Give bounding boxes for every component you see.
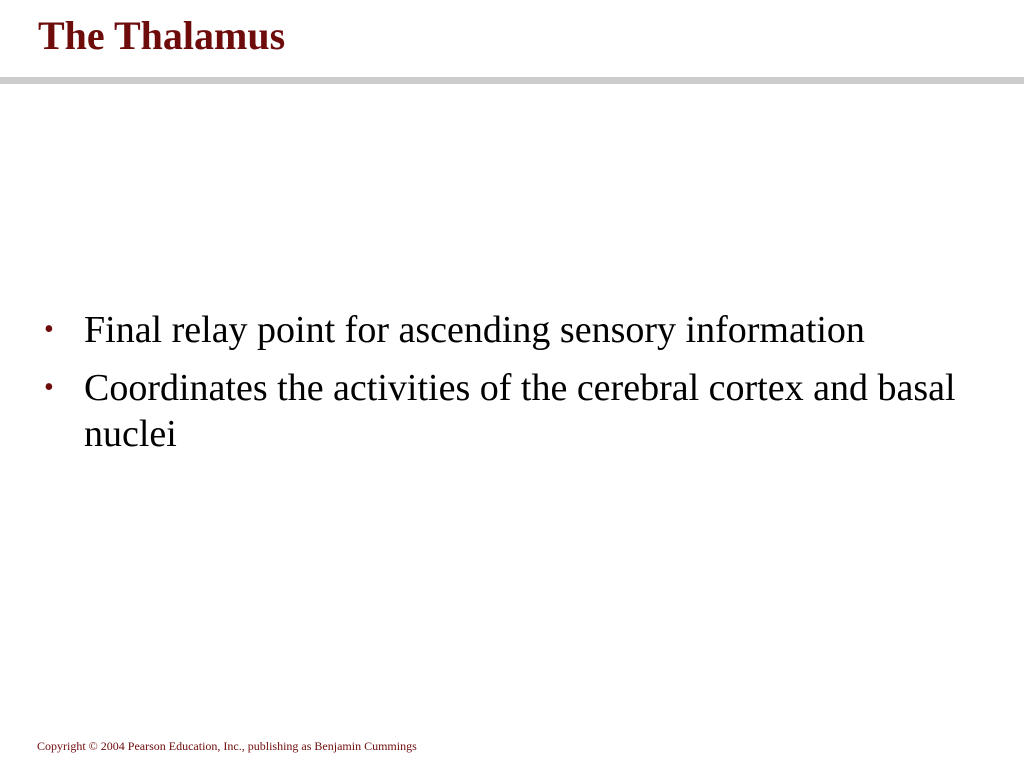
- bullet-list: [44, 307, 984, 469]
- bullet-text: Final relay point for ascending sensory information: [84, 309, 865, 351]
- bullet-item: [44, 365, 984, 457]
- bullet-icon: •: [44, 372, 54, 403]
- slide-title: The Thalamus: [38, 13, 286, 58]
- bullet-text: Coordinates the activities of the cerebral cortex and basal nuclei: [84, 367, 956, 455]
- copyright-footer: Copyright © 2004 Pearson Education, Inc., publishing as Benjamin Cummings: [37, 739, 417, 753]
- bullet-icon: •: [44, 314, 54, 345]
- title-divider: [0, 77, 1024, 84]
- bullet-item: [44, 307, 984, 353]
